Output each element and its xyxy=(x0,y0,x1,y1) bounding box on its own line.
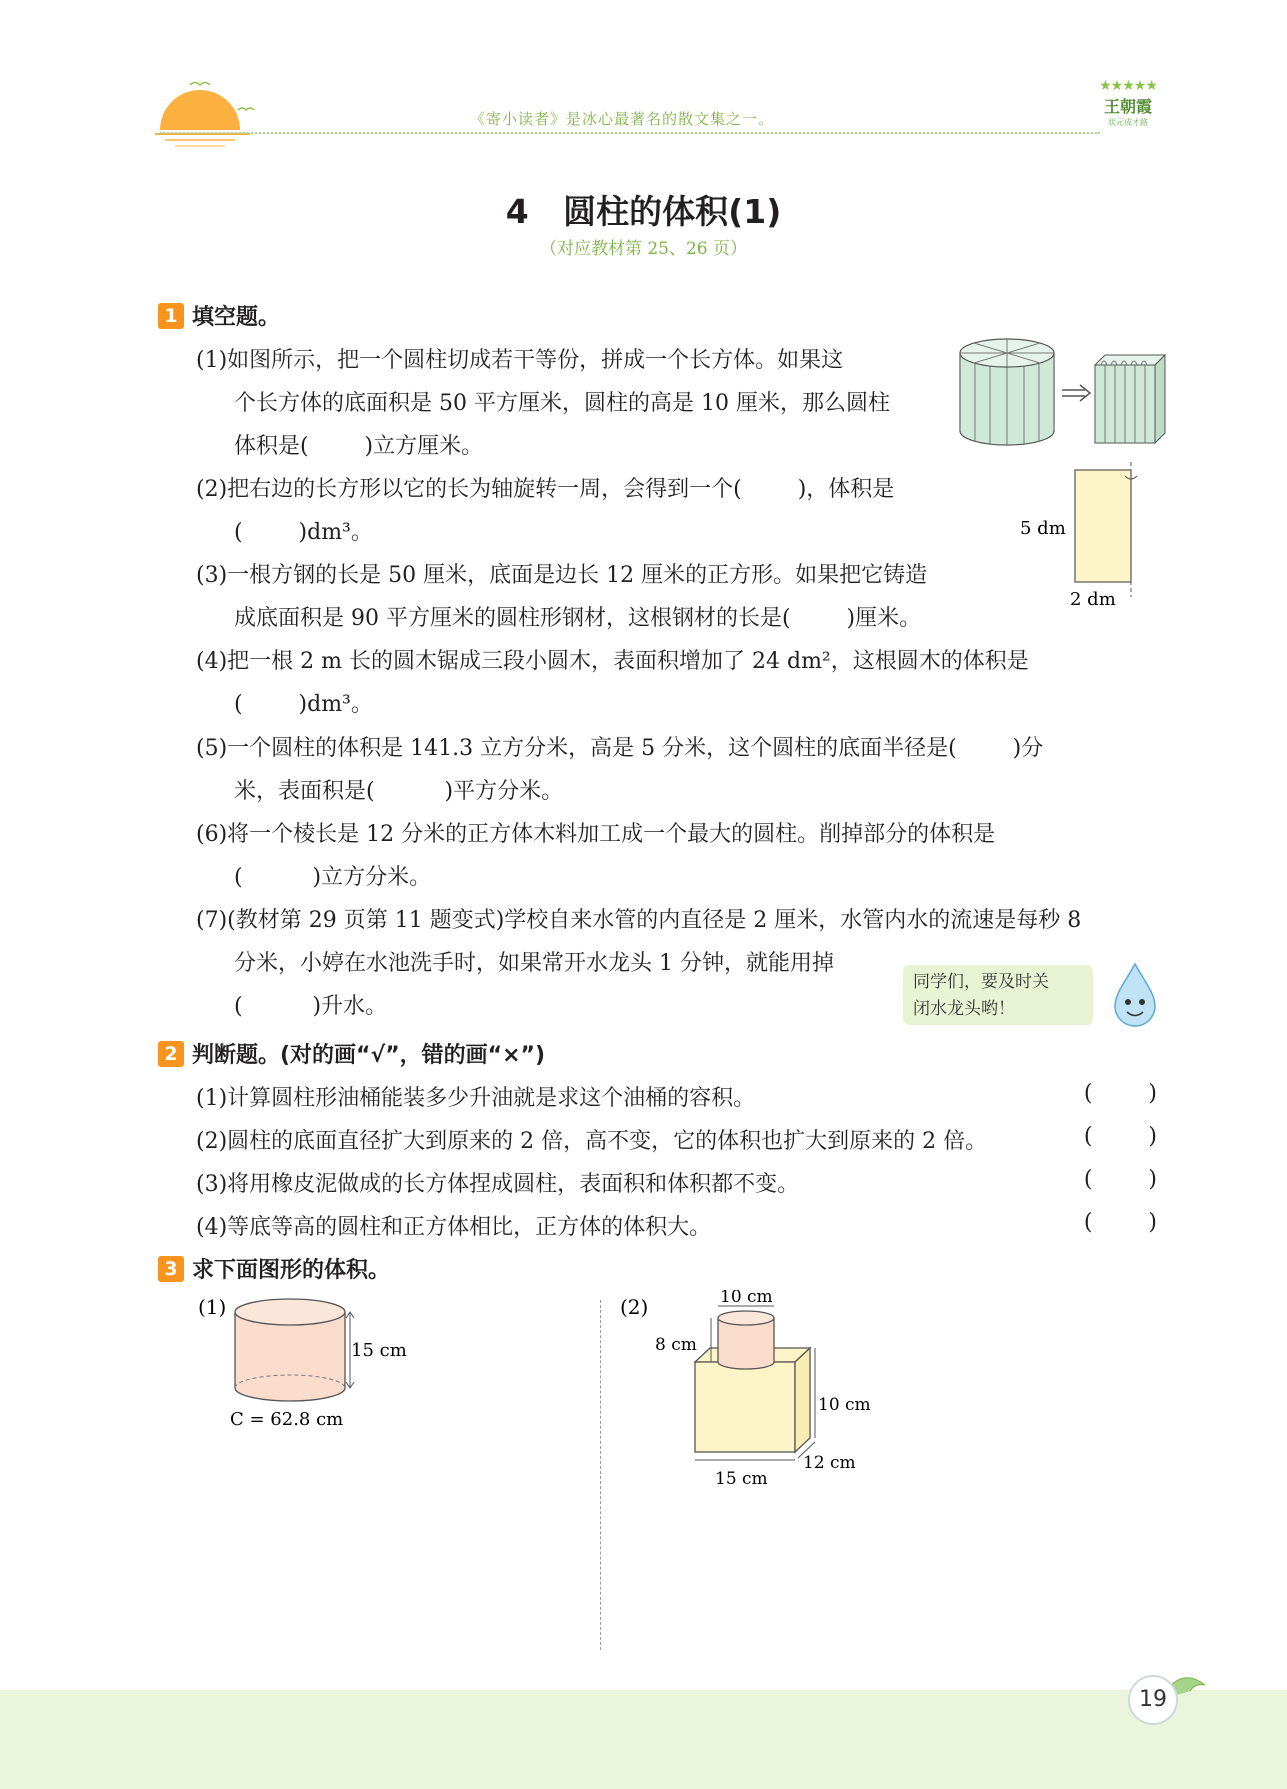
q1-figure xyxy=(955,335,1170,450)
arrow-icon xyxy=(1062,385,1090,401)
judge-item-1: (1)计算圆柱形油桶能装多少升油就是求这个油桶的容积。 xyxy=(196,1086,756,1111)
section-3-heading xyxy=(158,1253,390,1284)
q2-length-label: 5 dm xyxy=(1020,518,1066,539)
stars-icon: ★★★★★ xyxy=(1099,78,1157,94)
header-rule xyxy=(160,132,1100,134)
header-motto: 《寄小读者》是冰心最著名的散文集之一。 xyxy=(470,110,775,128)
judge-answer-4[interactable]: ( ) xyxy=(1083,1210,1157,1235)
fig2-label: (2) xyxy=(620,1295,649,1319)
fig2-box-length-label: 15 cm xyxy=(715,1469,768,1489)
fig2-box-height-label: 10 cm xyxy=(818,1395,871,1415)
q3-line-2: 成底面积是 90 平方厘米的圆柱形钢材，这根钢材的长是( )厘米。 xyxy=(234,606,922,631)
q2-figure xyxy=(1015,462,1155,612)
q5-line-2: 米，表面积是( )平方分米。 xyxy=(234,779,564,804)
section-2-heading xyxy=(158,1038,545,1069)
q7-line-2: 分米，小婷在水池洗手时，如果常开水龙头 1 分钟，就能用掉 xyxy=(234,951,834,976)
section-title: 判断题。(对的画“√”，错的画“×”) xyxy=(192,1043,546,1068)
section-1-heading xyxy=(158,300,280,331)
bubble-line-2: 闭水龙头哟！ xyxy=(913,999,1015,1019)
publisher-badge xyxy=(1088,78,1168,168)
reminder-bubble xyxy=(903,965,1093,1025)
badge-sub: 状元成才路 xyxy=(1108,118,1148,127)
page-number: 19 xyxy=(1128,1675,1178,1725)
q4-line-2: ( )dm³。 xyxy=(234,692,373,717)
q2-line-2: ( )dm³。 xyxy=(234,520,373,545)
q7-line-3: ( )升水。 xyxy=(234,994,388,1019)
rearranged-box xyxy=(1095,355,1165,443)
q2-width-label: 2 dm xyxy=(1070,589,1116,610)
q4-line-1: (4)把一根 2 m 长的圆木锯成三段小圆木，表面积增加了 24 dm²，这根圆木的体积是 xyxy=(196,649,1029,674)
rotation-rectangle xyxy=(1075,470,1131,582)
judge-item-2: (2)圆柱的底面直径扩大到原来的 2 倍，高不变，它的体积也扩大到原来的 2 倍。 xyxy=(196,1129,988,1154)
q2-line-1: (2)把右边的长方形以它的长为轴旋转一周，会得到一个( )，体积是 xyxy=(196,477,895,502)
judge-answer-1[interactable]: ( ) xyxy=(1083,1081,1157,1106)
fig1-height-label: 15 cm xyxy=(351,1340,407,1361)
page-title: 4 圆柱的体积(1) xyxy=(505,192,782,231)
judge-item-3: (3)将用橡皮泥做成的长方体捏成圆柱，表面积和体积都不变。 xyxy=(196,1172,800,1197)
q6-line-1: (6)将一个棱长是 12 分米的正方体木料加工成一个最大的圆柱。削掉部分的体积是 xyxy=(196,822,996,847)
fig2-cyl-height-label: 8 cm xyxy=(655,1335,697,1355)
fig2-diameter-label: 10 cm xyxy=(720,1290,773,1307)
q1-line-3: 体积是( )立方厘米。 xyxy=(234,434,484,459)
judge-item-4: (4)等底等高的圆柱和正方体相比，正方体的体积大。 xyxy=(196,1215,712,1240)
fig1-circumference-label: C = 62.8 cm xyxy=(230,1409,344,1430)
judge-answer-3[interactable]: ( ) xyxy=(1083,1167,1157,1192)
sun-icon xyxy=(150,70,260,150)
badge-name: 王朝霞 xyxy=(1103,97,1152,116)
sliced-cylinder xyxy=(960,339,1054,445)
section-title: 求下面图形的体积。 xyxy=(192,1258,391,1283)
bubble-line-1: 同学们，要及时关 xyxy=(913,972,1049,992)
section-title: 填空题。 xyxy=(192,305,281,330)
q5-line-1: (5)一个圆柱的体积是 141.3 立方分米，高是 5 分米，这个圆柱的底面半径是( )分 xyxy=(196,736,1044,761)
water-drop-mascot-icon xyxy=(1105,960,1165,1030)
q6-line-2: ( )立方分米。 xyxy=(234,865,432,890)
q1-line-2: 个长方体的底面积是 50 平方厘米，圆柱的高是 10 厘米，那么圆柱 xyxy=(234,391,890,416)
footer-band xyxy=(0,1690,1287,1789)
section-number: 3 xyxy=(158,1256,184,1282)
fig1-label: (1) xyxy=(198,1295,227,1319)
q7-line-1: (7)(教材第 29 页第 11 题变式)学校自来水管的内直径是 2 厘米，水管内水的流速是每秒 8 xyxy=(196,908,1082,933)
section-number: 1 xyxy=(158,303,184,329)
figure-1-cylinder xyxy=(190,1290,430,1440)
page-subtitle: （对应教材第 25、26 页） xyxy=(539,239,748,259)
fig2-box-width-label: 12 cm xyxy=(803,1453,856,1473)
figure-2-composite xyxy=(615,1290,875,1500)
column-divider xyxy=(600,1300,601,1650)
q1-line-1: (1)如图所示，把一个圆柱切成若干等份，拼成一个长方体。如果这 xyxy=(196,348,844,373)
judge-answer-2[interactable]: ( ) xyxy=(1083,1124,1157,1149)
q3-line-1: (3)一根方钢的长是 50 厘米，底面是边长 12 厘米的正方形。如果把它铸造 xyxy=(196,563,928,588)
section-number: 2 xyxy=(158,1041,184,1067)
